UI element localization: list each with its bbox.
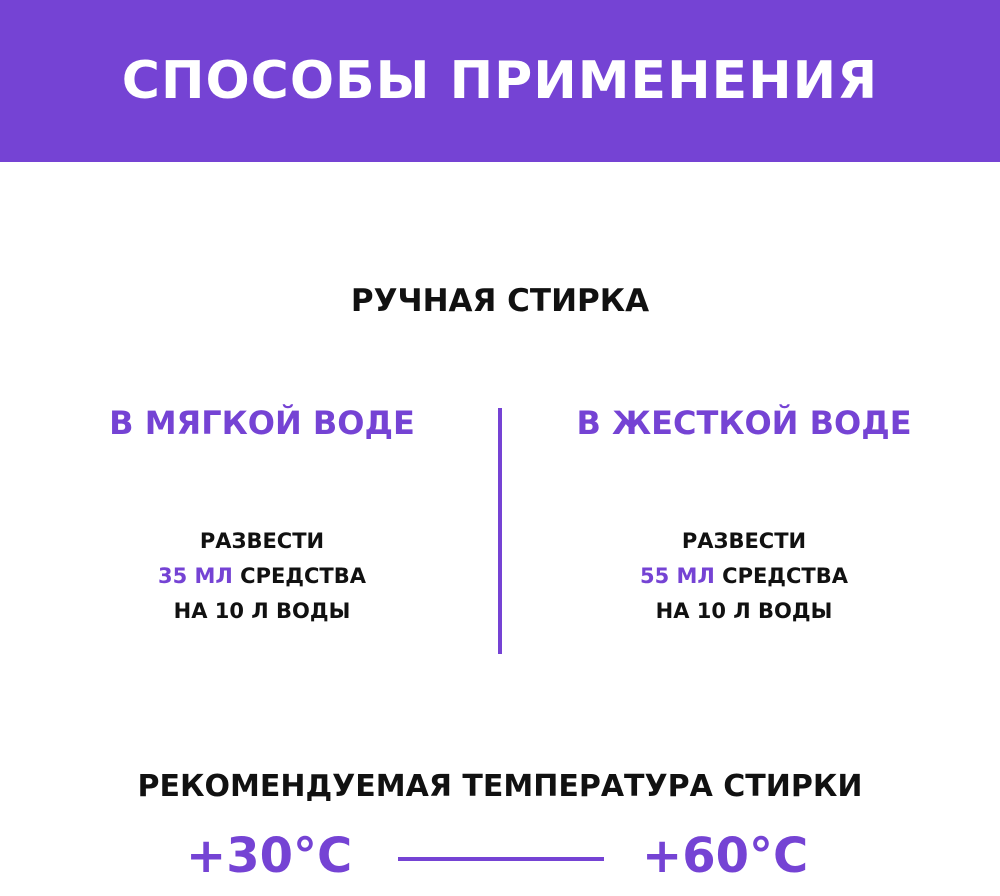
soft-water-line2-rest: СРЕДСТВА <box>232 564 367 588</box>
hard-water-line3: НА 10 Л ВОДЫ <box>655 599 833 623</box>
temperature-min: +30°C <box>186 828 353 884</box>
hard-water-heading: В ЖЕСТКОЙ ВОДЕ <box>576 404 912 442</box>
section-title: РУЧНАЯ СТИРКА <box>350 283 650 319</box>
soft-water-line1: РАЗВЕСТИ <box>199 529 325 553</box>
temperature-max: +60°C <box>642 828 809 884</box>
temperature-title: РЕКОМЕНДУЕМАЯ ТЕМПЕРАТУРА СТИРКИ <box>137 769 863 804</box>
page-title: СПОСОБЫ ПРИМЕНЕНИЯ <box>121 51 879 111</box>
hard-water-amount: 55 МЛ <box>639 564 715 588</box>
soft-water-line2 <box>12 559 512 594</box>
hard-water-line1: РАЗВЕСТИ <box>681 529 807 553</box>
hard-water-instructions <box>494 524 994 629</box>
soft-water-heading: В МЯГКОЙ ВОДЕ <box>109 404 415 442</box>
temperature-range-line <box>398 857 604 861</box>
soft-water-line3: НА 10 Л ВОДЫ <box>173 599 351 623</box>
hard-water-line2-rest: СРЕДСТВА <box>714 564 849 588</box>
header-banner <box>0 0 1000 162</box>
hard-water-line2 <box>494 559 994 594</box>
soft-water-instructions <box>12 524 512 629</box>
soft-water-amount: 35 МЛ <box>157 564 233 588</box>
